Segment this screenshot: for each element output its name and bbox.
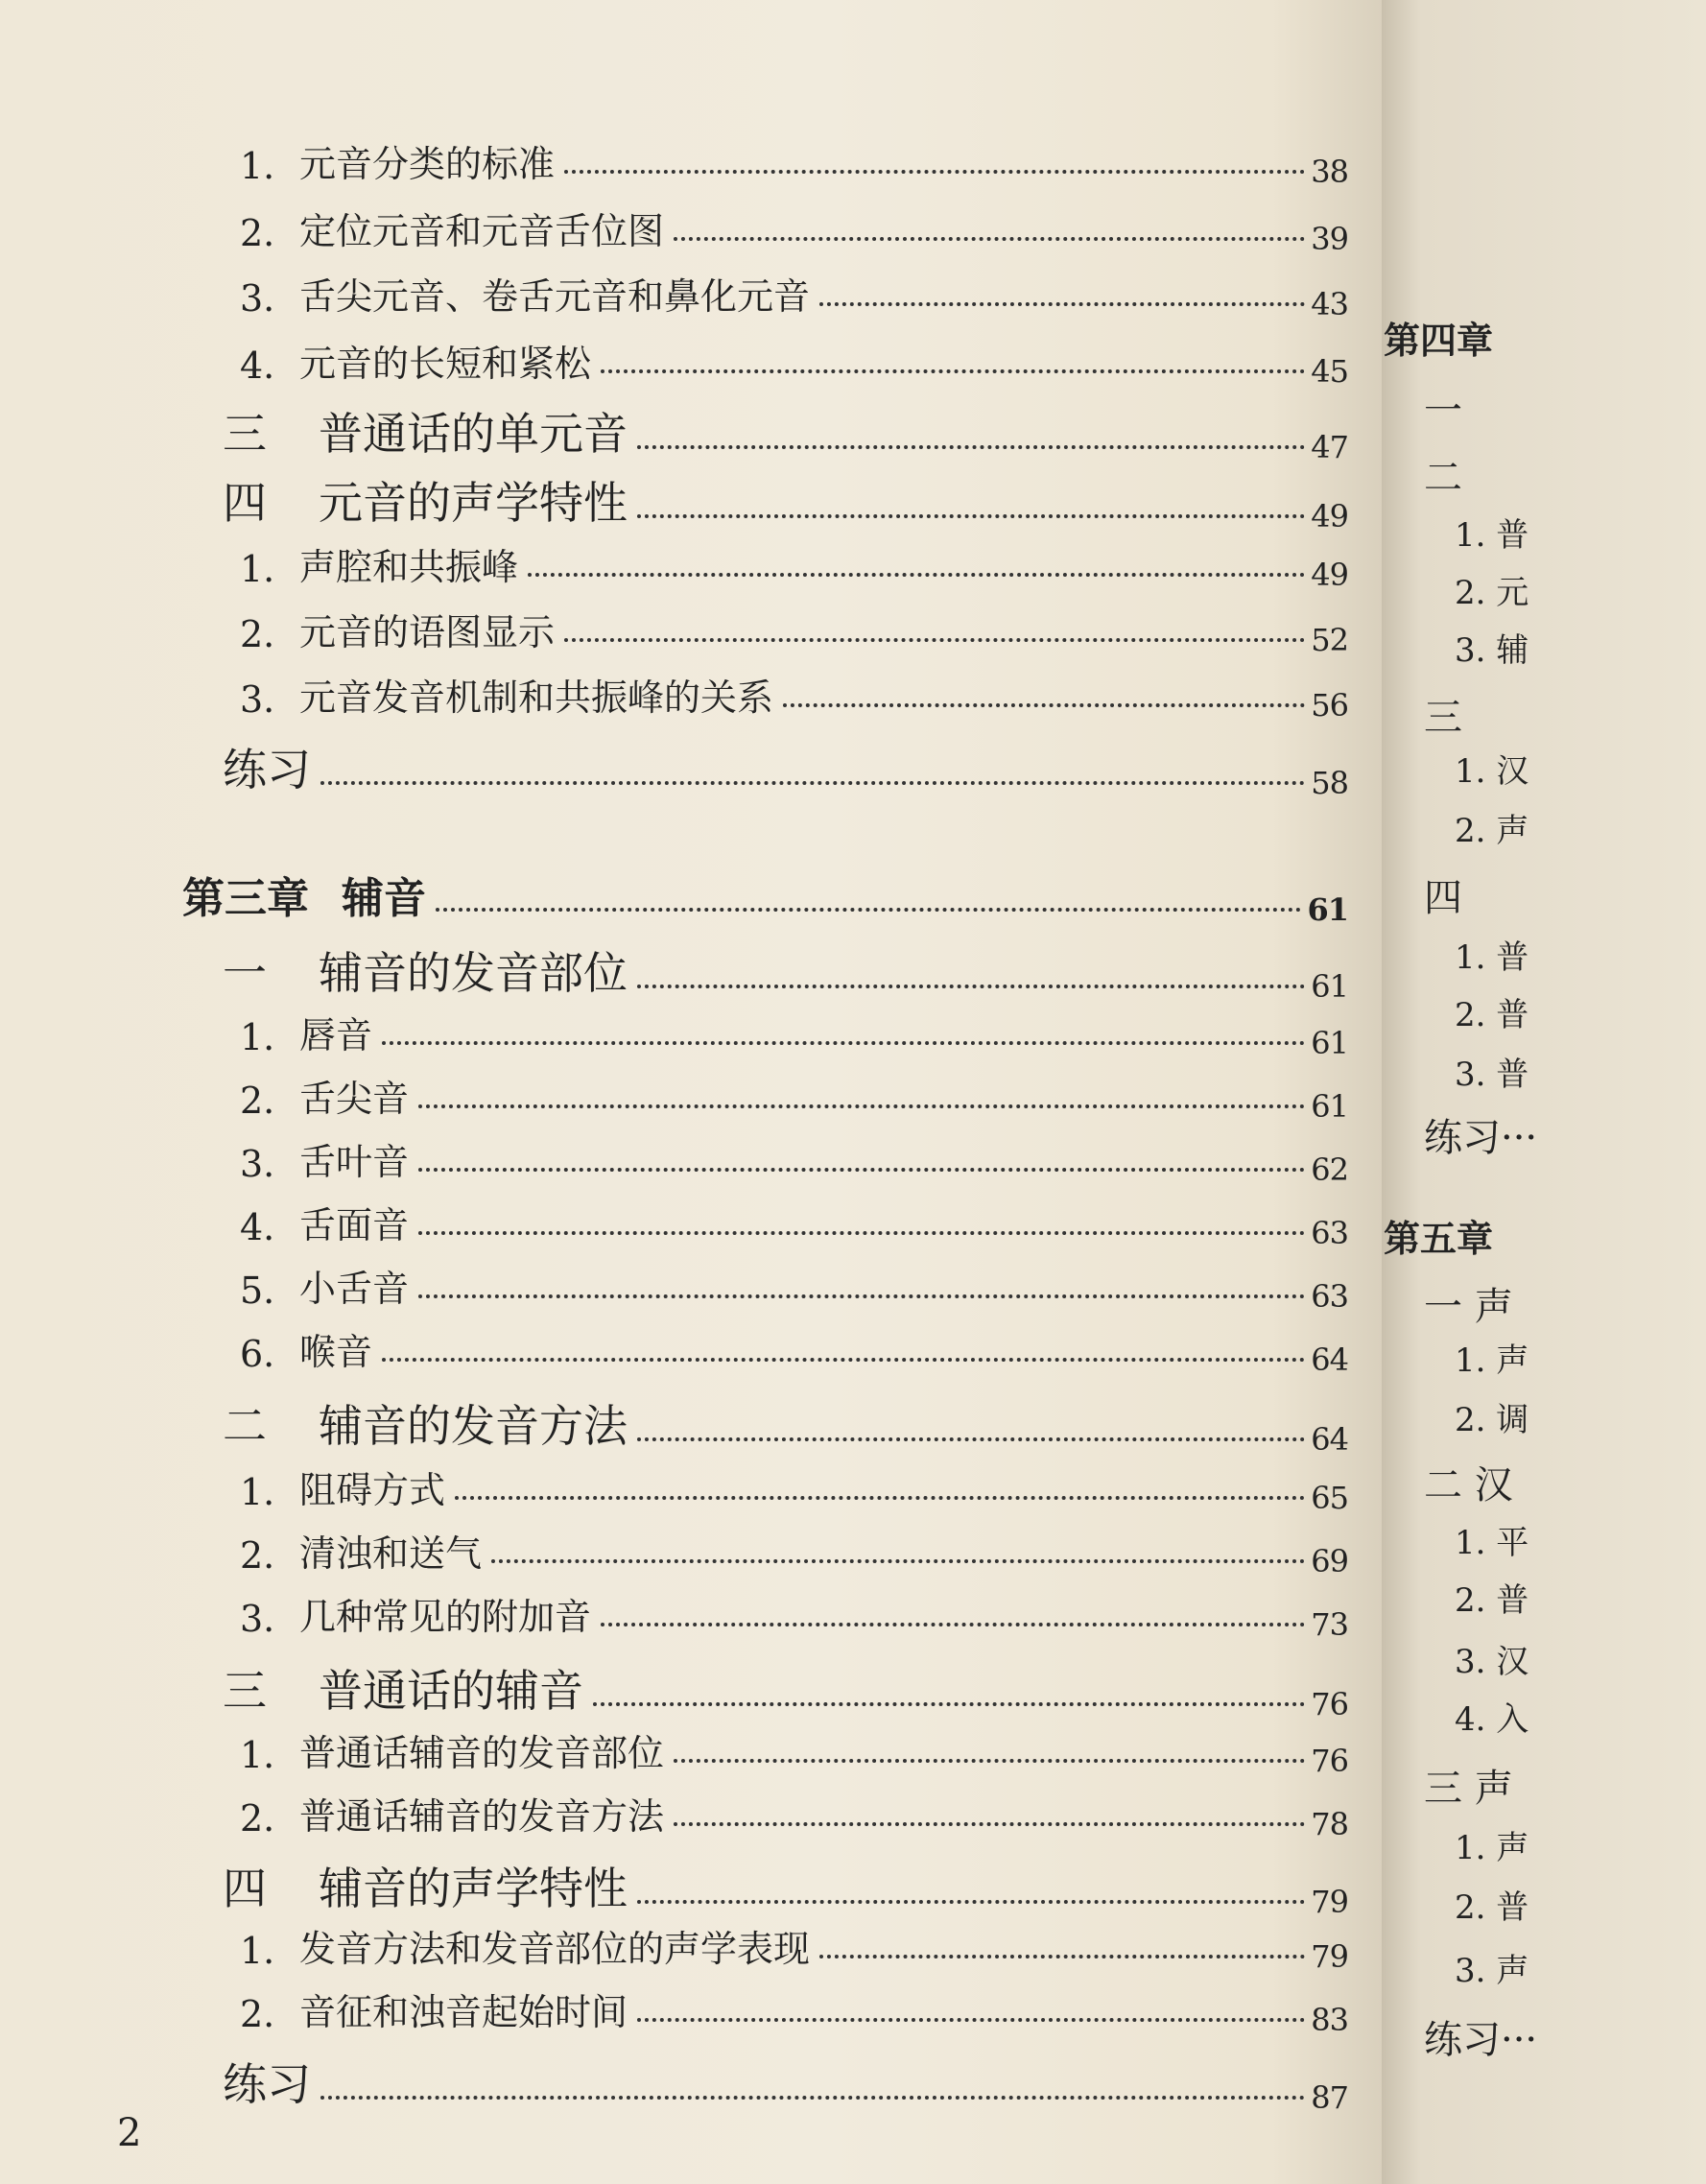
- toc-entry-partial: 三: [1424, 696, 1462, 740]
- toc-entry: [240, 668, 1348, 724]
- toc-entry: [240, 537, 1348, 593]
- dot-leader: [819, 1955, 1305, 1958]
- toc-entry-partial: 3. 汉: [1455, 1643, 1529, 1681]
- toc-entry-partial: 3. 辅: [1455, 631, 1529, 670]
- toc-title: 发音方法和发音部位的声学表现: [299, 1928, 811, 1970]
- toc-page-number: 64: [1311, 1341, 1348, 1378]
- toc-entry-partial: 四: [1424, 876, 1462, 920]
- toc-entry: [240, 1524, 1348, 1577]
- toc-title: 练习: [223, 744, 311, 795]
- toc-number: 2.: [240, 1080, 275, 1122]
- dot-leader: [436, 908, 1301, 912]
- toc-title: 清浊和送气: [299, 1532, 483, 1575]
- toc-page-number: 61: [1311, 968, 1348, 1005]
- toc-page-number: 62: [1311, 1151, 1348, 1188]
- toc-number: 2.: [240, 1534, 275, 1577]
- toc-title: 舌面音: [299, 1204, 410, 1246]
- dot-leader: [418, 1104, 1305, 1108]
- toc-entry-partial: 2. 普: [1455, 996, 1529, 1034]
- dot-leader: [601, 369, 1305, 373]
- dot-leader: [491, 1559, 1305, 1563]
- dot-leader: [674, 237, 1305, 241]
- dot-leader: [637, 1437, 1305, 1441]
- toc-page-number: 38: [1311, 154, 1348, 190]
- toc-number: 4.: [240, 1206, 275, 1248]
- toc-page-number: 65: [1311, 1480, 1348, 1516]
- toc-title: 辅音的发音部位: [319, 947, 628, 999]
- toc-entry-partial: 一 声: [1424, 1285, 1513, 1329]
- right-page: [1382, 0, 1706, 2184]
- dot-leader: [783, 703, 1305, 707]
- toc-number: 1.: [240, 145, 275, 187]
- toc-entry: [223, 2050, 1348, 2116]
- toc-number: 3.: [240, 1143, 275, 1185]
- toc-entry: [240, 1132, 1348, 1188]
- toc-title: 唇音: [299, 1014, 373, 1056]
- toc-entry: [240, 1006, 1348, 1061]
- dot-leader: [637, 2018, 1305, 2022]
- toc-number: 6.: [240, 1333, 275, 1375]
- toc-entry-partial: 2. 元: [1455, 574, 1529, 612]
- toc-title: 舌叶音: [299, 1141, 410, 1183]
- toc-entry: [240, 1919, 1348, 1975]
- toc-title: 元音分类的标准: [299, 143, 556, 185]
- toc-title: 元音发音机制和共振峰的关系: [299, 677, 774, 719]
- toc-title: 舌尖音: [299, 1078, 410, 1120]
- toc-number: 1.: [240, 1016, 275, 1058]
- toc-number: 3.: [240, 1598, 275, 1640]
- toc-number: 三: [223, 408, 267, 460]
- toc-page-number: 61: [1311, 1088, 1348, 1125]
- dot-leader: [320, 781, 1305, 785]
- dot-leader: [418, 1231, 1305, 1235]
- dot-leader: [674, 1822, 1305, 1826]
- toc-title: 辅音: [342, 874, 426, 923]
- toc-page-number: 43: [1311, 286, 1348, 322]
- toc-number: 1.: [240, 1734, 275, 1776]
- dot-leader: [455, 1496, 1305, 1500]
- toc-entry: [240, 603, 1348, 658]
- toc-number: 3.: [240, 678, 275, 721]
- toc-entry-partial: 第五章: [1384, 1217, 1494, 1260]
- toc-entry-partial: 一: [1424, 389, 1462, 433]
- toc-entry: [240, 1069, 1348, 1125]
- toc-entry: [240, 1982, 1348, 2038]
- toc-page-number: 64: [1311, 1421, 1348, 1458]
- toc-number: 一: [223, 947, 267, 999]
- toc-page-number: 69: [1311, 1543, 1348, 1579]
- toc-entry: [240, 334, 1348, 390]
- page-number: 2: [117, 2111, 142, 2155]
- toc-title: 元音的长短和紧松: [299, 343, 592, 385]
- dot-leader: [819, 302, 1305, 306]
- toc-page-number: 63: [1311, 1215, 1348, 1251]
- toc-title: 几种常见的附加音: [299, 1596, 592, 1638]
- toc-title: 元音的语图显示: [299, 611, 556, 653]
- toc-page-number: 45: [1311, 353, 1348, 390]
- toc-page-number: 63: [1311, 1278, 1348, 1315]
- toc-entry: [223, 1854, 1348, 1920]
- toc-title: 辅音的声学特性: [319, 1863, 628, 1914]
- toc-number: 1.: [240, 1930, 275, 1972]
- toc-number: 1.: [240, 1471, 275, 1513]
- toc-entry-partial: 2. 调: [1455, 1401, 1529, 1439]
- toc-entry: [223, 1656, 1348, 1720]
- toc-entry-partial: 1. 汉: [1455, 752, 1529, 791]
- toc-number: 1.: [240, 548, 275, 590]
- dot-leader: [528, 573, 1305, 577]
- toc-entry: [240, 1259, 1348, 1315]
- toc-entry-partial: 三 声: [1424, 1767, 1513, 1811]
- toc-entry-partial: 1. 平: [1455, 1524, 1529, 1562]
- toc-number: 2.: [240, 1993, 275, 2035]
- toc-entry-partial: 4. 入: [1455, 1700, 1529, 1739]
- toc-number: 2.: [240, 212, 275, 254]
- toc-page-number: 49: [1311, 498, 1348, 534]
- toc-number: 5.: [240, 1270, 275, 1312]
- toc-number: 4.: [240, 344, 275, 387]
- toc-entry: [240, 1322, 1348, 1378]
- toc-entry: [240, 267, 1348, 320]
- toc-entry: [240, 134, 1348, 190]
- toc-number: 2.: [240, 613, 275, 655]
- toc-entry-partial: 2. 普: [1455, 1581, 1529, 1620]
- dot-leader: [418, 1294, 1305, 1298]
- toc-entry: [223, 468, 1348, 532]
- toc-page-number: 87: [1311, 2079, 1348, 2116]
- dot-leader: [382, 1358, 1305, 1362]
- toc-page-number: 73: [1311, 1606, 1348, 1643]
- dot-leader: [637, 514, 1305, 518]
- toc-entry: [240, 1787, 1348, 1840]
- toc-entry-partial: 2. 声: [1455, 812, 1529, 850]
- toc-number: 第三章: [182, 874, 309, 923]
- toc-entry: [182, 864, 1348, 928]
- toc-title: 喉音: [299, 1331, 373, 1373]
- toc-title: 普通话辅音的发音部位: [299, 1732, 665, 1774]
- toc-entry-partial: 1. 普: [1455, 516, 1529, 555]
- toc-page-number: 49: [1311, 557, 1348, 593]
- toc-page-number: 47: [1311, 429, 1348, 465]
- dot-leader: [320, 2096, 1305, 2100]
- toc-number: 2.: [240, 1797, 275, 1840]
- toc-entry-partial: 练习···: [1424, 1116, 1538, 1160]
- toc-page-number: 56: [1311, 687, 1348, 724]
- toc-title: 辅音的发音方法: [319, 1400, 628, 1452]
- toc-entry-partial: 二 汉: [1424, 1463, 1513, 1507]
- toc-entry-partial: 1. 声: [1455, 1341, 1529, 1380]
- toc-entry-partial: 1. 声: [1455, 1829, 1529, 1867]
- toc-entry-partial: 3. 普: [1455, 1056, 1529, 1094]
- toc-title: 阻碍方式: [299, 1469, 446, 1511]
- toc-title: 元音的声学特性: [319, 477, 628, 529]
- toc-entry-partial: 第四章: [1384, 319, 1494, 362]
- toc-entry: [223, 735, 1348, 801]
- toc-title: 普通话的单元音: [319, 408, 628, 460]
- toc-page-number: 61: [1307, 891, 1348, 928]
- dot-leader: [637, 445, 1305, 449]
- dot-leader: [637, 985, 1305, 988]
- toc-page-number: 76: [1311, 1686, 1348, 1722]
- toc-page-number: 79: [1311, 1884, 1348, 1920]
- toc-entry-partial: 1. 普: [1455, 938, 1529, 977]
- toc-entry: [240, 1460, 1348, 1516]
- toc-entry: [223, 938, 1348, 1005]
- toc-page-number: 39: [1311, 221, 1348, 257]
- dot-leader: [418, 1168, 1305, 1172]
- toc-number: 3.: [240, 277, 275, 320]
- toc-number: 二: [223, 1400, 267, 1452]
- toc-page-number: 83: [1311, 2002, 1348, 2038]
- toc-page-number: 61: [1311, 1025, 1348, 1061]
- toc-title: 定位元音和元音舌位图: [299, 210, 665, 252]
- toc-entry-partial: 2. 普: [1455, 1888, 1529, 1927]
- dot-leader: [564, 638, 1305, 642]
- toc-entry-partial: 二: [1424, 456, 1462, 500]
- dot-leader: [382, 1041, 1305, 1045]
- toc-title: 声腔和共振峰: [299, 546, 519, 588]
- toc-entry: [240, 1587, 1348, 1643]
- toc-page-number: 78: [1311, 1806, 1348, 1842]
- toc-number: 四: [223, 1863, 267, 1914]
- dot-leader: [564, 170, 1305, 174]
- toc-title: 舌尖元音、卷舌元音和鼻化元音: [299, 275, 811, 318]
- dot-leader: [601, 1623, 1305, 1626]
- dot-leader: [674, 1759, 1305, 1763]
- toc-entry-partial: 3. 声: [1455, 1952, 1529, 1990]
- toc-entry-partial: 练习···: [1424, 2018, 1538, 2062]
- dot-leader: [637, 1900, 1305, 1904]
- toc-entry: [223, 399, 1348, 463]
- toc-page-number: 52: [1311, 622, 1348, 658]
- toc-number: 三: [223, 1665, 267, 1717]
- toc-entry: [223, 1391, 1348, 1458]
- toc-title: 普通话辅音的发音方法: [299, 1795, 665, 1838]
- toc-title: 普通话的辅音: [319, 1665, 583, 1717]
- toc-title: 小舌音: [299, 1268, 410, 1310]
- toc-page-number: 58: [1311, 765, 1348, 801]
- toc-entry: [240, 1723, 1348, 1779]
- toc-page-number: 76: [1311, 1743, 1348, 1779]
- toc-entry: [240, 202, 1348, 257]
- toc-title: 音征和浊音起始时间: [299, 1991, 628, 2033]
- dot-leader: [593, 1702, 1305, 1706]
- toc-number: 四: [223, 477, 267, 529]
- toc-entry: [240, 1196, 1348, 1251]
- toc-title: 练习: [223, 2058, 311, 2110]
- toc-page-number: 79: [1311, 1938, 1348, 1975]
